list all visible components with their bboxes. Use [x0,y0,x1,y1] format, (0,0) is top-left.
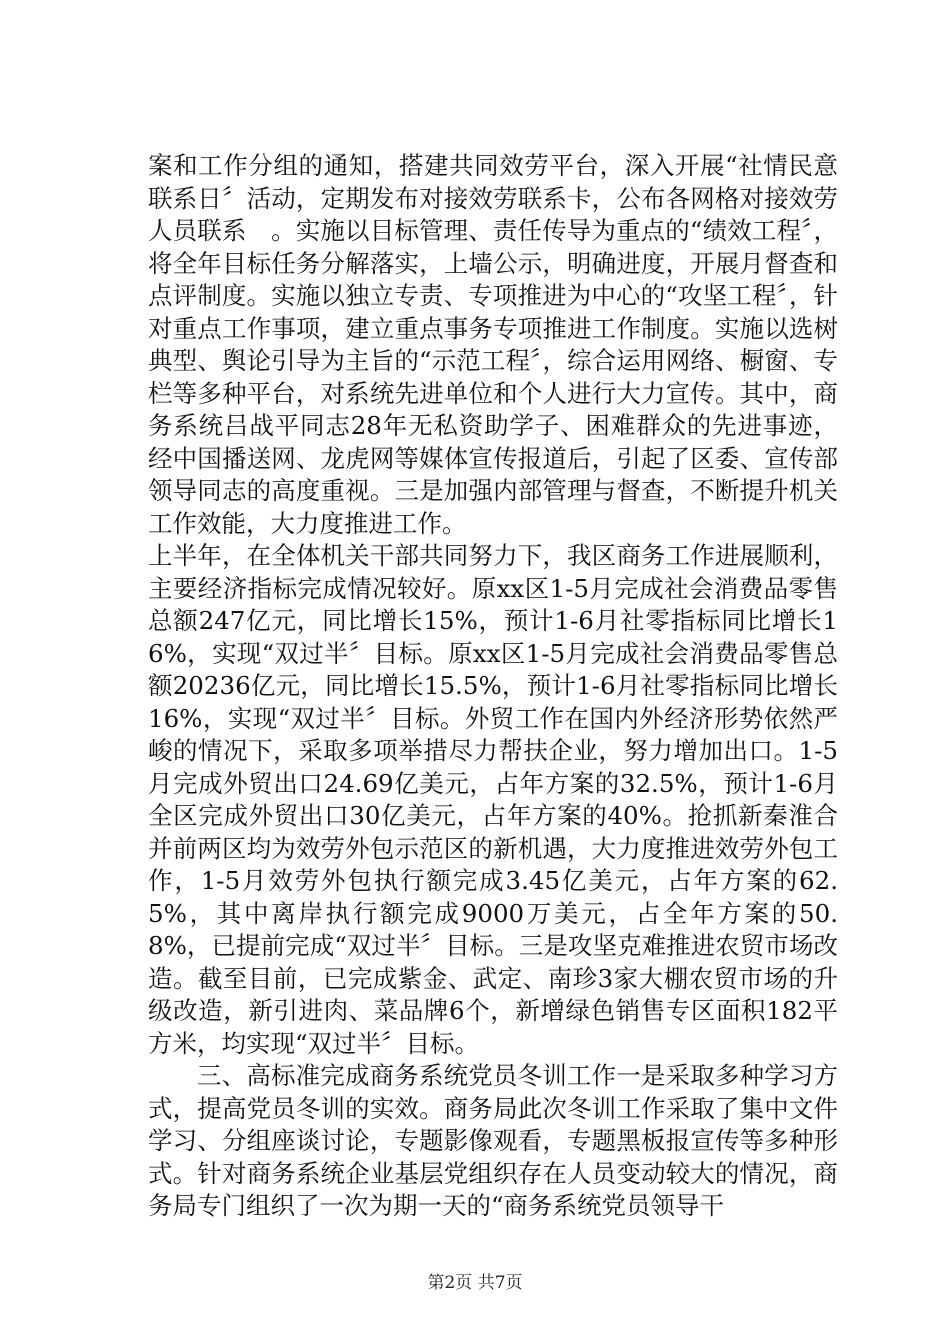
document-body [148,150,838,1223]
paragraph-economic-indicators: 上半年，在全体机关干部共同努力下，我区商务工作进展顺利，主要经济指标完成情况较好。原xx区1-5月完成社会消费品零售总额247亿元，同比增长15%，预计1-6月社零指标同比增长16%，实现“双过半〞目标。原xx区1-5月完成社会消费品零售总额20236亿元，同比增长15.5%，预计1-6月社零指标同比增长16%，实现“双过半〞目标。外贸工作在国内外经济形势依然严峻的情况下，采取多项举措尽力帮扶企业，努力增加出口。1-5月完成外贸出口24.69亿美元，占年方案的32.5%，预计1-6月全区完成外贸出口30亿美元，占年方案的40%。抢抓新秦淮合并前两区均为效劳外包示范区的新机遇，大力度推进效劳外包工作，1-5月效劳外包执行额完成3.45亿美元，占年方案的62.5%，其中离岸执行额完成9000万美元，占全年方案的50.8%，已提前完成“双过半〞目标。三是攻坚克难推进农贸市场改造。截至目前，已完成紫金、武定、南珍3家大棚农贸市场的升级改造，新引进肉、菜品牌6个，新增绿色销售专区面积182平方米，均实现“双过半〞目标。 [148,541,838,1058]
page-number-footer: 第2页 共7页 [427,1273,523,1293]
paragraph-winter-training: 三、高标准完成商务系统党员冬训工作一是采取多种学习方式，提高党员冬训的实效。商务局此次冬训工作采取了集中文件学习、分组座谈讨论，专题影像观看，专题黑板报宣传等多种形式。针对商务系统企业基层党组织存在人员变动较大的情况，商务局专门组织了一次为期一天的“商务系统党员领导干 [148,1061,838,1220]
paragraph-work-measures: 案和工作分组的通知，搭建共同效劳平台，深入开展“社情民意联系日〞活动，定期发布对接效劳联系卡，公布各网格对接效劳人员联系 。实施以目标管理、责任传导为重点的“绩效工程〞，将全年目标任务分解落实，上墙公示，明确进度，开展月督查和点评制度。实施以独立专责、专项推进为中心的“攻坚工程〞，针对重点工作事项，建立重点事务专项推进工作制度。实施以选树典型、舆论引导为主旨的“示范工程〞，综合运用网络、橱窗、专栏等多种平台，对系统先进单位和个人进行大力宣传。其中，商务系统吕战平同志28年无私资助学子、困难群众的先进事迹，经中国播送网、龙虎网等媒体宣传报道后，引起了区委、宣传部领导同志的高度重视。三是加强内部管理与督查，不断提升机关工作效能，大力度推进工作。 [148,151,838,538]
